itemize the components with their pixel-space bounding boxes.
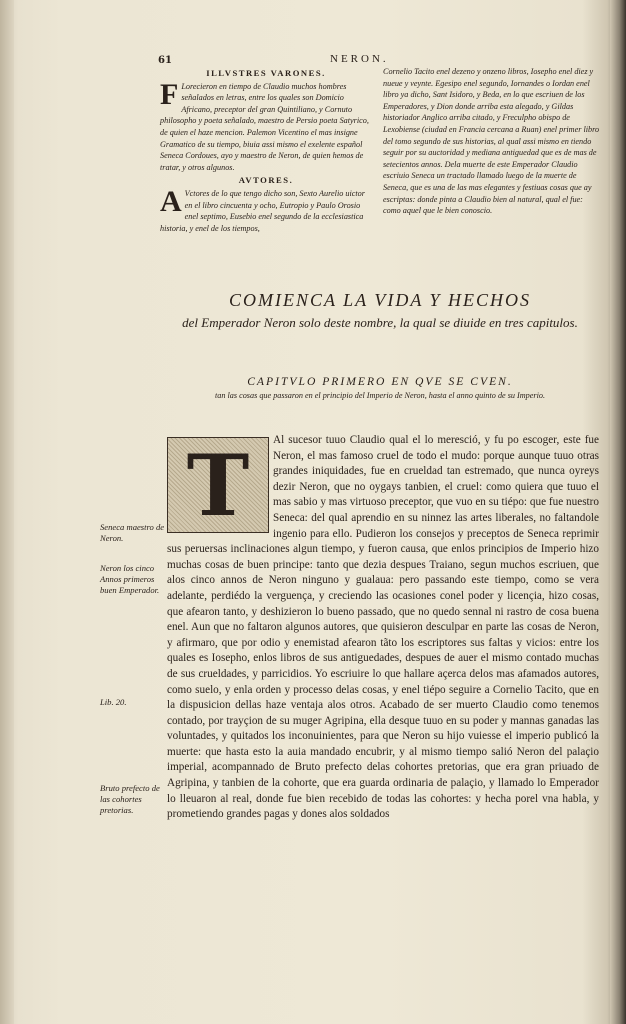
illustres-paragraph (160, 77, 372, 174)
section-heading-illustres: ILLVSTRES VARONES. (206, 68, 326, 78)
page-edge (610, 0, 626, 1024)
initial-space (167, 433, 273, 535)
autores-text: Vctores de lo que tengo dicho son, Sexto Aurelio uictor en el libro cincuenta y ocho, Eutropio y Paulo Orosio enel septimo, Eusebio enel segundo de la ecclesiastica historia, y enel de los tiempos, (160, 188, 365, 233)
page-gutter (0, 0, 14, 1024)
margin-note-bruto: Bruto prefecto de las cohortes pretorias. (100, 783, 160, 815)
title-line-1: COMIENCA LA VIDA Y HECHOS (228, 290, 532, 310)
autores-paragraph (160, 184, 372, 234)
drop-cap-f: F (160, 77, 179, 111)
body-text (167, 433, 599, 823)
running-head: NERON. (330, 53, 389, 65)
top-right-column (383, 66, 601, 217)
margin-note-seneca: Seneca maestro de Neron. (100, 522, 165, 543)
chapter-heading: CAPITVLO PRIMERO EN QVE SE CVEN. (247, 375, 513, 388)
body-paragraph: Al sucesor tuuo Claudio qual el lo meresció, y fu po escoger, este fue Neron, el mas famoso cruel de todo el mudo: porque aunque tuuo otras grandes iniquidades, fue en crueldad tan estremado, que nunca oyreys dezir Neron, que no oygays tanbien, el cruel: como quiera que tuuo el mas sabio y mas virtuoso preceptor, que vuo en su tiépo: que fue nuestro Seneca: del qual aprendio en su ninnez las artes liberales, no faltandole ingenio para ello. Pudieron los consejos y preceptos de Seneca reprimir sus peruersas inclinaciones algun tiempo, y fueron causa, que enlos principios de Imperio hizo muchas cosas de buen principe: tanto que dezia despues Traiano, segun muchos escriuen, que alos cinco annos de Neron ninguno y gualaua: pero passando este tiempo, como se vera adelante, perdiédo la verguença, y creciendo las ocasiones conel poder y licençia, hizo cosas, que afearon tanto, y deshizieron lo bueno passado, que no quedo sennal ni rastro de cosa buena enel. Aun que no faltaron algunos autores, que quisieron desculpar en parte las cosas de Neron, y afirmaro, que por odio y enemistad afearon tãto los escriptores sus faltas y vicios: entre los quales es Iosepho, enlos libros de sus antiguedades, despues de auer el mismo contado muchas de sus crueldades, y parricidios. Yo escriuire lo que hallare açerca delos mas afamados autores, como suelo, y enla orden y processo delas cosas, y enel tiépo seguire a Cornelio Tacito, que en la dispusicion dellas haze ventaja alos otros. Acabado de ser muerto Claudio como tenemos contado, por trayçion de su muger Agripina, ella desque tuuo en su poder y mannas ganadas las voluntades, y quitados los inconuinientes, para que Neron su hijo vuiesse el imperio publicó la muerte: que hasta esto la auia mandado encubrir, y al mismo tiempo salió Neron del palaçio imperial, acompannado de Bruto prefecto delas cohortes pretorias, que era gran priuado de Agripina, y tanbien de la cohorte, que era guarda ordinaria de palaçio, y llamado lo Emperador lo lleuaron al real, donde fue bien recebido de todas las cohortes: y hecha porel vna habla, y prometiendo grandes pagas y dones alos soldados (167, 434, 599, 821)
margin-note-lib: Lib. 20. (100, 697, 127, 707)
title-line-2: del Emperador Neron solo deste nombre, la qual se diuide en tres capitulos. (182, 315, 578, 330)
margin-note-cinco-annos: Neron los cinco Annos primeros buen Emperador. (100, 563, 160, 595)
initial-letter: T (186, 436, 250, 535)
page-number: 61 (158, 55, 172, 66)
chapter-subheading: tan las cosas que passaron en el principio del Imperio de Neron, hasta el anno quinto de su Imperio. (214, 391, 546, 400)
right-column-text: Cornelio Tacito enel dezeno y onzeno libros, Iosepho enel diez y nueue y veynte. Egesipo enel segundo, Iornandes o Iordan enel libro ya dicho, Sant Isidoro, y Beda, en lo que escriuen de los Emperadores, y Dion donde arriba esta alegado, y Gildas historiador Anglico arriba citado, y Freculpho obispo de Lexobiense (ciudad en Francia cercana a Ruan) enel primer libro del tomo segundo de sus historias, al qual assi mismo en tiendo seguir por su auctoridad y mediana antiguedad que es de mas de setecientos annos. Dela muerte de este Emperador Claudio escriuio Seneca un tractado llamado luego de la muerte de Seneca, que es una de las mas elegantes y festiuas cosas que ay escriptas: donde pinta a Claudio bien al natural, qual el fue: como aquel que le bien conoscio. (383, 67, 600, 216)
top-left-column (160, 66, 372, 234)
illustres-text: Lorecieron en tiempo de Claudio muchos hombres señalados en letras, entre los quales son Domicio Africano, preceptor del gran Quintiliano, y Cornuto philosopho y poeta señalado, maestro de Persio poeta Satyrico, de quien el haze mencion. Palemon Vicentino el mas insigne Gramatico de su tiempo, biuia assi mismo el exelente español Seneca Cordoues, ayo y maestro de Neron, de quien hemos de tratar, y otros algunos. (160, 81, 369, 172)
drop-cap-a: A (160, 184, 182, 218)
section-heading-autores: AVTORES. (238, 175, 294, 186)
